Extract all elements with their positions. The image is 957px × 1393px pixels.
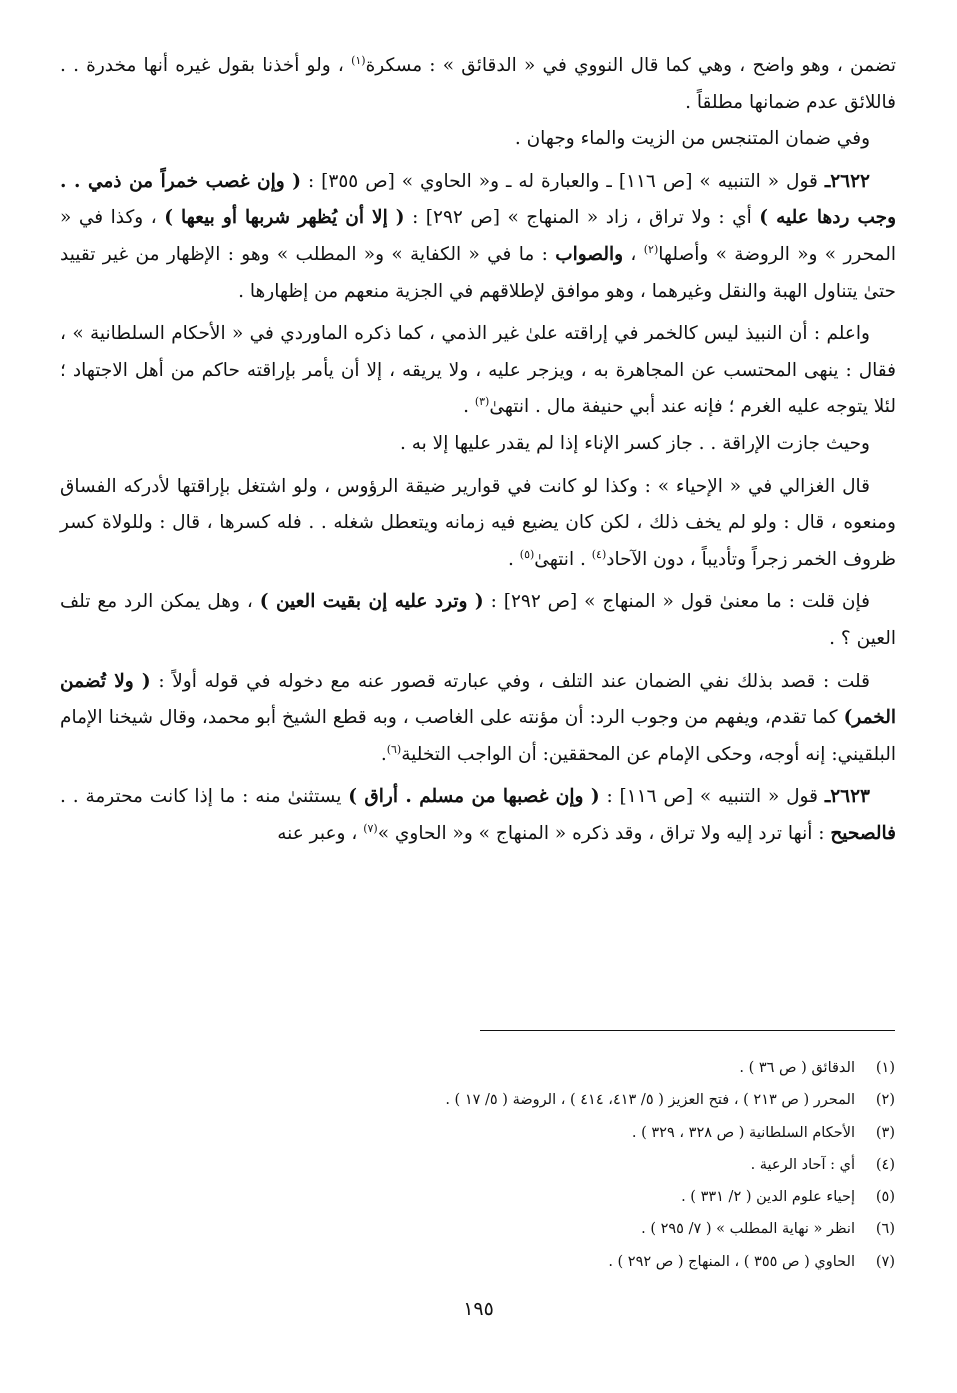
paragraph: [60, 121, 896, 158]
footnote-item: [335, 1181, 895, 1213]
text-run: يستثنىٰ منه : ما إذا كانت محترمة . .: [60, 786, 349, 808]
text-run: ، وكذا في « المحرر » و« الروضة » وأصلها: [60, 207, 896, 265]
text-run: : ما في « الكفاية » و« المطلب » وهو : الإظهار من غير تقييد حتىٰ يتناول الهبة والنقل وغيرهما ، وهو موافق لإطلاقهم في الجزية منعهم من إظهارها .: [60, 243, 896, 302]
footnote-number: (٥): [875, 1189, 895, 1206]
paragraph: [60, 584, 896, 657]
text-run: .: [463, 396, 475, 418]
footnote-ref: (٥): [519, 547, 535, 561]
footnote-number: (٢): [875, 1092, 895, 1109]
bold-text: ( إلا أن يُظهر شربها أو بيعها ): [164, 207, 405, 229]
bold-text: فالصحيح: [830, 822, 896, 844]
text-run: قال الغزالي في « الإحياء » : وكذا لو كانت في قوارير ضيقة الرؤوس ، ولو اشتغل بإراقتها لأدركه الفساق ومنعوه ، قال : ولو لم يخف ذلك ، لكن كان يضيع فيه زمانه ويتعطل شغله . . فله كسرها ، قال : وللولاة كسر ظروف الخمر زجراً وتأديباً ، دون الآحاد: [60, 475, 896, 570]
footnote-number: (٤): [875, 1156, 895, 1173]
bold-text: ٢٦٢٣ـ: [824, 786, 870, 808]
text-run: .: [380, 743, 387, 765]
footnote-ref: (٦): [386, 742, 402, 756]
footnote-number: (٧): [875, 1253, 895, 1270]
text-run: .: [508, 548, 520, 570]
text-run: تضمن ، وهو واضح ، وهي كما قال النووي في « الدقائق » : مسكرة: [365, 55, 896, 76]
footnote-number: (٣): [875, 1124, 895, 1141]
bold-text: والصواب: [555, 243, 624, 265]
footnote-text: الأحكام السلطانية ( ص ٣٢٨ ، ٣٢٩ ) .: [631, 1124, 855, 1141]
bold-text: ٢٦٢٢ـ: [824, 170, 870, 192]
paragraph: [60, 779, 896, 852]
page-number: ١٩٥: [463, 1298, 494, 1320]
footnote-text: الدقائق ( ص ٣٦ ) .: [739, 1060, 855, 1076]
text-run: واعلم : أن النبيذ ليس كالخمر في إراقته علىٰ غير الذمي ، كما ذكره الماوردي في « الأحكام السلطانية » ، فقال : ينهى المحتسب عن المجاهرة به ، ويزجر عليه ، ولا يريقه ، إلا أن يأمر بإراقته حاكم من أهل الاجتهاد ؛ لئلا يتوجه عليه الغرم ؛ فإنه عند أبي حنيفة مال . انتهىٰ: [60, 323, 896, 418]
paragraph: [60, 48, 896, 121]
paragraph: [60, 426, 896, 463]
main-text: [60, 48, 896, 852]
text-run: ، وهل يمكن الرد مع تلف العين ؟ .: [60, 591, 896, 649]
footnote-text: المحرر ( ص ٢١٣ ) ، فتح العزيز ( ٥/ ٤١٣، ٤١٤ ) ، الروضة ( ٥/ ١٧ ) .: [445, 1092, 855, 1109]
text-run: ، وعبر عنه: [277, 822, 364, 844]
footnote-ref: (٤): [591, 547, 607, 561]
text-run: أي : ولا تراق ، زاد « المنهاج » [ص ٢٩٢] :: [404, 207, 760, 229]
text-run: ، ولو أخذنا بقول غيره أنها مخدرة . . فاللائق عدم ضمانها مطلقاً .: [60, 55, 896, 113]
footnote-number: (١): [875, 1060, 895, 1076]
text-run: ،: [623, 243, 644, 265]
bold-text: ( وإن غصبها من مسلم . أراق ): [348, 786, 600, 808]
paragraph: [60, 164, 896, 310]
text-run: قول « التنبيه » [ص ١١٦] :: [599, 786, 825, 808]
footnote-item: [335, 1213, 895, 1245]
footnote-ref: (٣): [474, 395, 490, 409]
footnote-number: (٦): [875, 1221, 895, 1238]
paragraph: [60, 316, 896, 426]
footnote-item: [335, 1052, 895, 1084]
bold-text: ( وإن غصب خمراً من ذمي . . وجب ردها عليه ): [60, 170, 897, 229]
footnote-ref: (١): [351, 53, 366, 67]
text-run: وفي ضمان المتنجس من الزيت والماء وجهان .: [514, 128, 870, 150]
footnote-item: [335, 1084, 895, 1116]
footnotes-list: [335, 1052, 895, 1278]
paragraph: [60, 664, 896, 774]
footnote-divider: [480, 1030, 895, 1031]
footnote-ref: (٧): [363, 821, 378, 835]
text-run: وحيث جازت الإراقة . . جاز كسر الإناء إذا لم يقدر عليها إلا به .: [399, 432, 870, 454]
bold-text: ( وترد عليه إن بقيت العين ): [259, 591, 484, 613]
footnote-text: الحاوي ( ص ٣٥٥ ) ، المنهاج ( ص ٢٩٢ ) .: [608, 1253, 855, 1270]
footnote-item: [335, 1117, 895, 1149]
footnote-item: [335, 1149, 895, 1181]
text-run: . انتهىٰ: [534, 548, 592, 570]
footnote-item: [335, 1246, 895, 1278]
text-run: قلت : قصد بذلك نفي الضمان عند التلف ، وفي عبارته قصور عنه مع دخوله في قوله أولاً :: [150, 670, 870, 692]
text-run: فإن قلت : ما معنىٰ قول « المنهاج » [ص ٢٩٢] :: [483, 591, 870, 613]
text-run: كما تقدم، ويفهم من وجوب الرد: أن مؤنته على الغاصب ، وبه قطع الشيخ أبو محمد، وقال شيخنا الإمام البلقيني: إنه أوجه، وحكى الإمام عن المحققين: أن الواجب التخلية: [60, 707, 896, 765]
text-run: قول « التنبيه » [ص ١١٦] ـ والعبارة له ـ و« الحاوي » [ص ٣٥٥] :: [300, 170, 825, 192]
footnote-text: أي : آحاد الرعية .: [750, 1156, 855, 1173]
bold-text: ( ولا تُضمن الخمر): [60, 670, 896, 729]
paragraph: [60, 469, 896, 579]
footnote-text: إحياء علوم الدين ( ٢/ ٣٣١ ) .: [681, 1189, 855, 1206]
footnote-ref: (٢): [643, 242, 659, 256]
text-run: : أنها ترد إليه ولا تراق ، وقد ذكره « المنهاج » و« الحاوي »: [377, 822, 831, 844]
footnote-text: انظر « نهاية المطلب » ( ٧/ ٢٩٥ ) .: [641, 1221, 855, 1238]
